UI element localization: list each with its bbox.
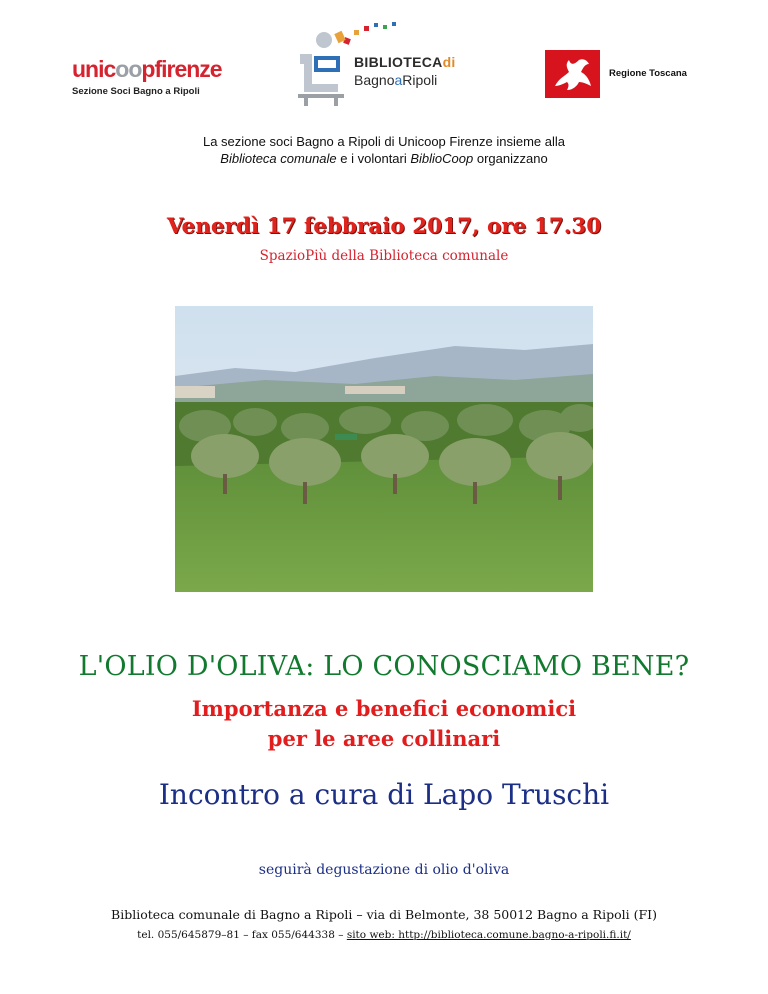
olive-grove-photo — [175, 306, 593, 592]
library-contact: tel. 055/645879–81 – fax 055/644338 – sito web: http://biblioteca.comune.bagno-a-ripoli.fi.it/ — [137, 929, 631, 941]
biblioteca-title: BIBLIOTECAdi — [354, 54, 456, 70]
unicoop-brand: unicoopfirenze — [72, 56, 222, 82]
intro-line-1: La sezione soci Bagno a Ripoli di Unicoop Firenze insieme alla — [202, 134, 566, 149]
library-address: Biblioteca comunale di Bagno a Ripoli – via di Belmonte, 38 50012 Bagno a Ripoli (FI) — [111, 907, 657, 922]
main-title: L'OLIO D'OLIVA: LO CONOSCIAMO BENE? — [78, 651, 690, 682]
speaker-line: Incontro a cura di Lapo Truschi — [158, 778, 610, 811]
unicoop-subtitle: Sezione Soci Bagno a Ripoli — [72, 86, 200, 97]
website-link[interactable]: sito web: http://biblioteca.comune.bagno-a-ripoli.fi.it/ — [346, 929, 631, 941]
subtitle — [0, 694, 768, 754]
unicoop-firenze-logo — [72, 58, 242, 102]
biblioteca-subtitle: BagnoaRipoli — [354, 72, 438, 88]
regione-toscana-logo — [545, 50, 725, 98]
subtitle-line-2: per le aree collinari — [267, 726, 501, 751]
event-venue: SpazioPiù della Biblioteca comunale — [259, 248, 509, 264]
biblioteca-logo — [292, 14, 482, 106]
regione-label: Regione Toscana — [609, 68, 687, 79]
intro-line-2: Biblioteca comunale e i volontari BiblioCoop organizzano — [220, 151, 548, 166]
subtitle-line-1: Importanza e benefici economici — [191, 696, 577, 721]
tasting-note: seguirà degustazione di olio d'oliva — [258, 862, 510, 878]
event-date: Venerdì 17 febbraio 2017, ore 17.30 — [166, 214, 602, 239]
pegasus-flag-icon — [545, 50, 600, 98]
